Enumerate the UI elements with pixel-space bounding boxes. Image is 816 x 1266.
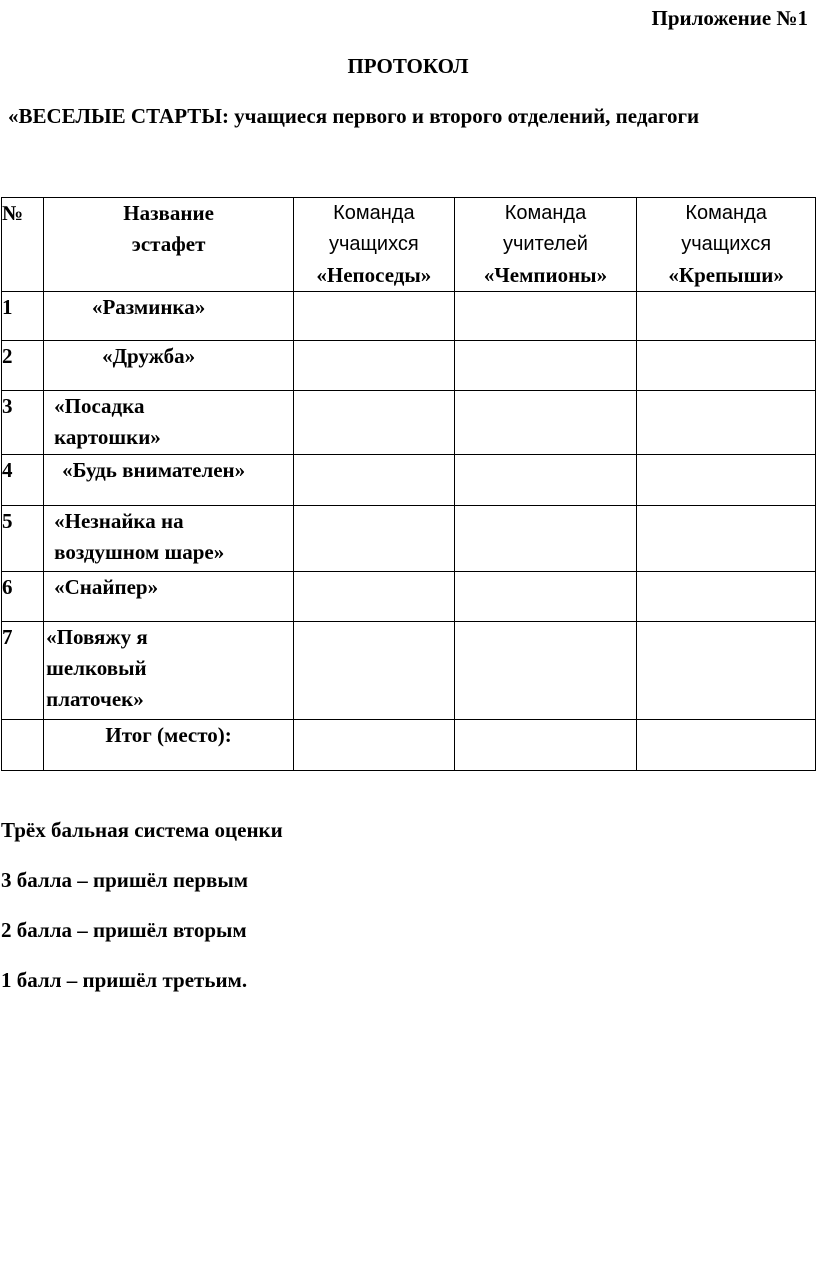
total-cell[interactable] <box>454 720 637 771</box>
scoring-item-1: 1 балл – пришёл третьим. <box>1 968 248 992</box>
table-row <box>2 455 816 506</box>
score-cell[interactable] <box>637 572 816 622</box>
score-cell[interactable] <box>454 572 637 622</box>
header-team-3 <box>637 198 816 292</box>
score-cell[interactable] <box>637 506 816 572</box>
protocol-table <box>1 197 816 771</box>
table-row <box>2 572 816 622</box>
score-cell[interactable] <box>454 341 637 391</box>
header-team-2 <box>454 198 637 292</box>
table-row <box>2 622 816 720</box>
score-cell[interactable] <box>454 506 637 572</box>
relay-name-line1: «Повяжу я <box>46 625 148 649</box>
total-cell[interactable] <box>637 720 816 771</box>
total-row <box>2 720 816 771</box>
relay-name-line2: шелковый <box>46 656 147 680</box>
score-cell[interactable] <box>294 506 455 572</box>
header-team-1 <box>294 198 455 292</box>
score-cell[interactable] <box>454 292 637 341</box>
table-header-row <box>2 198 816 292</box>
row-num: 2 <box>2 341 44 391</box>
score-cell[interactable] <box>637 622 816 720</box>
relay-name <box>44 622 294 720</box>
team-2-name: «Чемпионы» <box>483 263 608 287</box>
row-num: 1 <box>2 292 44 341</box>
team-1-line1: Команда <box>333 202 415 224</box>
team-3-name: «Крепыши» <box>668 263 784 287</box>
score-cell[interactable] <box>454 622 637 720</box>
relay-name: «Дружба» <box>44 341 294 391</box>
relay-name-line2: картошки» <box>54 425 161 449</box>
page-subtitle: «ВЕСЕЛЫЕ СТАРТЫ: учащиеся первого и второго отделений, педагоги <box>8 104 700 128</box>
table-row <box>2 391 816 455</box>
team-2-line2: учителей <box>502 233 588 255</box>
row-num: 4 <box>2 455 44 506</box>
score-cell[interactable] <box>637 292 816 341</box>
relay-name <box>44 391 294 455</box>
score-cell[interactable] <box>637 341 816 391</box>
score-cell[interactable] <box>294 455 455 506</box>
scoring-item-2: 2 балла – пришёл вторым <box>1 918 247 942</box>
total-num-cell <box>2 720 44 771</box>
team-2-line1: Команда <box>504 202 587 224</box>
relay-name-line2: воздушном шаре» <box>54 540 225 564</box>
score-cell[interactable] <box>294 622 455 720</box>
row-num: 3 <box>2 391 44 455</box>
scoring-title: Трёх бальная система оценки <box>1 818 283 842</box>
header-relay-name-line1: Название <box>123 201 214 225</box>
relay-name <box>44 506 294 572</box>
relay-name: «Разминка» <box>44 292 294 341</box>
table-row <box>2 341 816 391</box>
score-cell[interactable] <box>454 455 637 506</box>
table-row <box>2 292 816 341</box>
relay-name-line1: «Незнайка на <box>54 509 184 533</box>
team-3-line2: учащихся <box>681 233 772 255</box>
row-num: 5 <box>2 506 44 572</box>
score-cell[interactable] <box>454 391 637 455</box>
row-num: 6 <box>2 572 44 622</box>
appendix-label: Приложение №1 <box>651 6 808 30</box>
page-title: ПРОТОКОЛ <box>347 54 469 78</box>
total-label: Итог (место): <box>44 720 294 771</box>
score-cell[interactable] <box>294 391 455 455</box>
header-relay-name-line2: эстафет <box>131 232 206 256</box>
score-cell[interactable] <box>637 455 816 506</box>
table-row <box>2 506 816 572</box>
relay-name: «Снайпер» <box>44 572 294 622</box>
header-relay-name <box>44 198 294 292</box>
total-cell[interactable] <box>294 720 455 771</box>
team-1-name: «Непоседы» <box>316 263 432 287</box>
score-cell[interactable] <box>294 292 455 341</box>
team-1-line2: учащихся <box>328 233 419 255</box>
relay-name: «Будь внимателен» <box>44 455 294 506</box>
relay-name-line3: платочек» <box>46 687 144 711</box>
score-cell[interactable] <box>294 341 455 391</box>
score-cell[interactable] <box>294 572 455 622</box>
relay-name-line1: «Посадка <box>54 394 145 418</box>
team-3-line1: Команда <box>685 202 767 224</box>
header-num: № <box>2 198 44 292</box>
score-cell[interactable] <box>637 391 816 455</box>
scoring-item-3: 3 балла – пришёл первым <box>1 868 249 892</box>
row-num: 7 <box>2 622 44 720</box>
